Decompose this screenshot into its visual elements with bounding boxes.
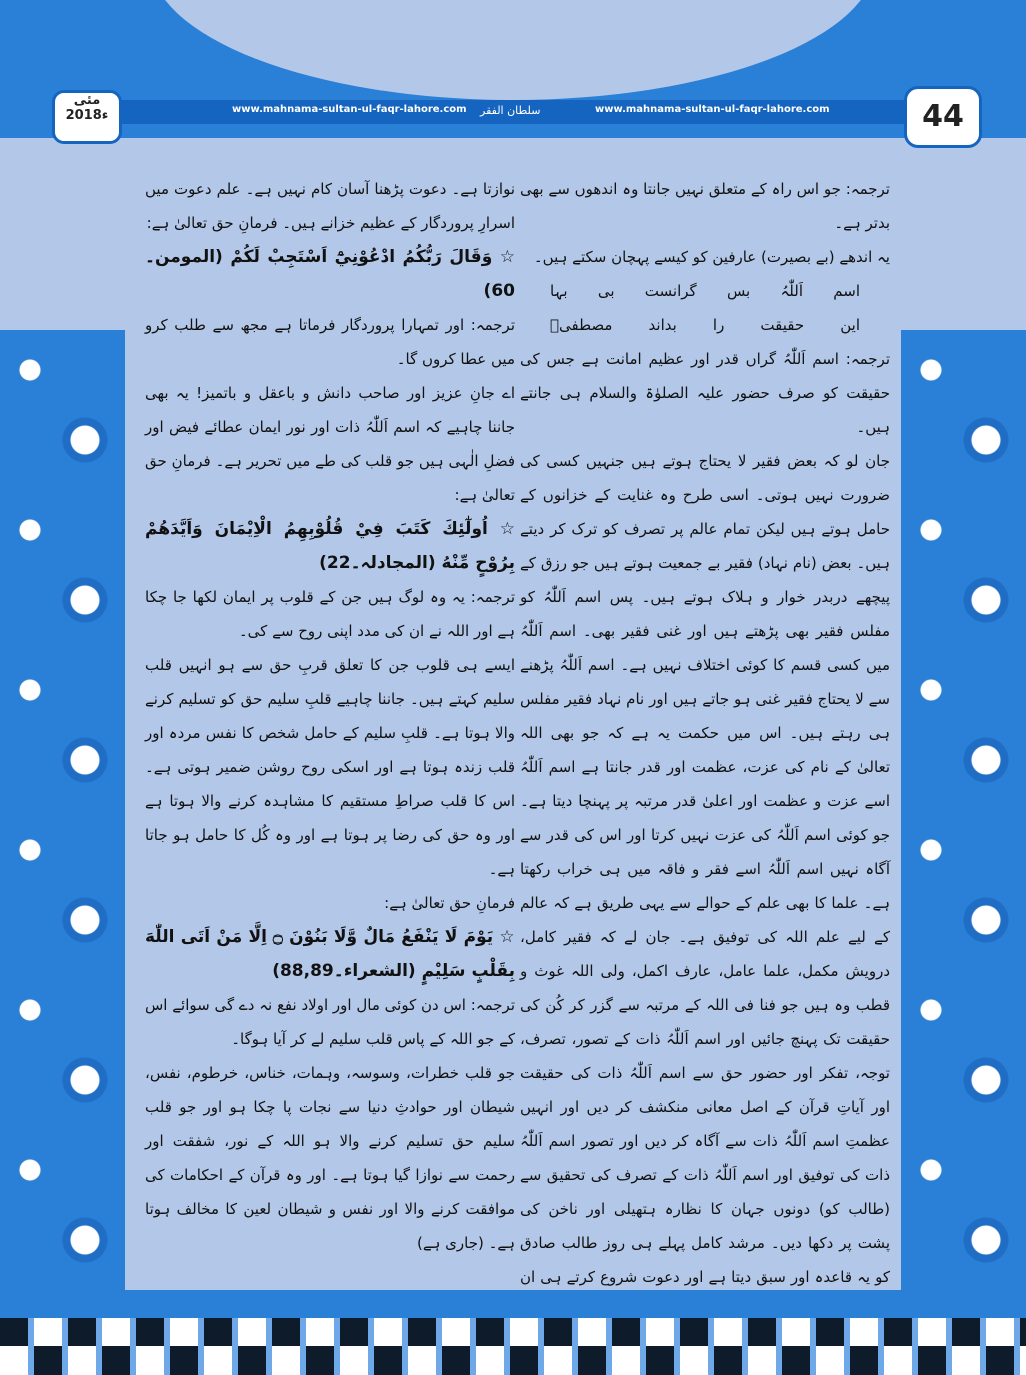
couplet-word: را: [712, 316, 725, 334]
couplet-word: این: [840, 316, 860, 334]
couplet-word: بی: [597, 282, 615, 300]
right-decorative-border: [901, 330, 1026, 1290]
paragraph: ترجمہ: اسم اَللّٰہُ گراں قدر اور عظیم امانت ہے جس کی حقیقت کو صرف حضور علیہ الصلوٰۃ والسلام ہی جانتے ہیں۔: [520, 350, 890, 436]
paragraph: جو قلب خطرات، وسوسہ، وہمات، خناس، خرطوم، نفس، شیطان اور حوادثِ دنیا سے نجات پا چکا ہو اور جو قلب سلیم حق تسلیم کرنے والا ہو اللہ کے نور، شفقت اور رحمت سے نوازا گیا ہوتا ہے۔ اور وہ قرآن کے احکامات کی موافقت کرنے والا اور نفس و شیطان لعین کا مخالف ہوتا ہے۔ (جاری ہے): [145, 1064, 515, 1252]
couplet-word: بداند: [648, 316, 677, 334]
website-url-left: www.mahnama-sultan-ul-faqr-lahore.com: [232, 104, 467, 115]
left-text-column: [145, 172, 515, 1260]
paragraph: ایسے ہی قلوب جن کا تعلق قربِ حق سے ہو انہیں قلب سلیم کہتے ہیں۔ جاننا چاہیے قلبِ سلیم حق کو تسلیم کرنے والا ہوتا ہے۔ قلبِ سلیم کے حامل شخص کا نفس مردہ اور قلب زندہ ہوتا ہے اور اسکی روح روشن ضمیر ہوتی ہے۔ اس کا قلب صراطِ مستقیم کا مشاہدہ کرنے والا ہوتا ہے اور وہ حق کی رضا پر ہوتا ہے اور وہ کُل کا حامل ہو جاتا ہے۔: [145, 656, 515, 878]
couplet-word: حقیقت: [760, 316, 805, 334]
couplet-word: مصطفیؐ: [550, 316, 613, 334]
couplet-word: اَللّٰہُ: [780, 282, 804, 300]
paragraph: یہ اندھے (بے بصیرت) عارفین کو کیسے پہچان سکتے ہیں۔: [533, 248, 890, 266]
quran-verse: ☆ وَقَالَ رَبُّكُمُ ادْعُوْنِيْٓ اَسْتَجِبْ لَكُمْ (المومن۔60): [145, 247, 515, 301]
paragraph: نوازتا ہے۔ دعوت پڑھنا آسان کام نہیں ہے۔ علم دعوت میں اسرارِ پروردگار کے عظیم خزانے ہیں۔ فرمانِ حق تعالیٰ ہے:: [145, 180, 515, 232]
issue-year: 2018ء: [65, 108, 109, 123]
paragraph: ترجمہ: اور تمہارا پروردگار فرماتا ہے مجھ سے طلب کرو میں عطا کروں گا۔: [145, 316, 515, 368]
persian-couplet-line: [520, 308, 890, 342]
paragraph: ترجمہ: اس دن کوئی مال اور اولاد نفع نہ دے گی سوائے اس کے جو اللہ کے پاس قلب سلیم لے کر آیا ہوگا۔: [145, 996, 515, 1048]
checkered-footer-row: [0, 1346, 1026, 1375]
paragraph: فرمانِ حق تعالیٰ ہے:: [384, 894, 515, 912]
issue-month: مئی: [73, 93, 101, 108]
couplet-word: بس: [726, 282, 751, 300]
paragraph: اے جانِ عزیز اور صاحب دانش و باعقل و باتمیز! یہ بھی جاننا چاہیے کہ اسم اَللّٰہُ ذات اور نور ایمان عطائے فیض اور فضلِ الٰہی ہیں جو قلب کی طے میں تحریر ہے۔ فرمانِ حق تعالیٰ ہے:: [145, 384, 515, 504]
quran-verse: ☆ اُولٰٓئِكَ كَتَبَ فِيْ قُلُوْبِهِمُ الْاِيْمَانَ وَاَيَّدَهُمْ بِرُوْحٍ مِّنْهُ (المجادلہ۔22): [145, 519, 515, 573]
paragraph: ترجمہ: جو اس راہ کے متعلق نہیں جانتا وہ اندھوں سے بھی بدتر ہے۔: [520, 180, 890, 232]
page-number: 44: [904, 86, 982, 148]
couplet-word: بہا: [550, 282, 568, 300]
right-text-column: [520, 172, 890, 1328]
website-url-right: www.mahnama-sultan-ul-faqr-lahore.com: [595, 104, 830, 115]
issue-date: [52, 90, 122, 144]
left-decorative-border: [0, 330, 125, 1290]
quran-verse: ☆ يَوْمَ لَا يَنْفَعُ مَالٌ وَّلَا بَنُوْنَ ۝ اِلَّا مَنْ اَتَى اللّٰهَ بِقَلْبٍ سَلِيْمٍ (الشعراء۔88,89): [145, 927, 515, 981]
couplet-word: اسم: [833, 282, 860, 300]
couplet-word: گرانست: [644, 282, 697, 300]
persian-couplet-line: [520, 274, 890, 308]
magazine-logo: سلطان الفقر: [480, 104, 541, 117]
paragraph: ترجمہ: یہ وہ لوگ ہیں جن کے قلوب پر ایمان لکھا جا چکا ہے اور اللہ نے ان کی مدد اپنی روح سے کی۔: [145, 588, 515, 640]
paragraph: جان لو کہ بعض فقیر لا یحتاج ہوتے ہیں جنہیں کسی کی ضرورت نہیں ہوتی۔ اسی طرح وہ غنایت کے خزانوں کے حامل ہوتے ہیں لیکن تمام عالم پر تصرف کو ترک کر دیتے ہیں۔ بعض (نام نہاد) فقیر بے جمعیت ہوتے ہیں جو رزق کے پیچھے دربدر خوار و ہلاک ہوتے ہیں۔ پس اسم اَللّٰہُ کو مفلس فقیر بھی پڑھتے ہیں اور غنی فقیر بھی۔ اسم اَللّٰہُ میں کسی قسم کا کوئی اختلاف نہیں ہے۔ اسم اَللّٰہُ پڑھنے سے لا یحتاج فقیر غنی ہو جاتے ہیں اور نام نہاد فقیر مفلس ہی رہتے ہیں۔ اس میں حکمت یہ ہے کہ جو بھی اللہ تعالیٰ کے نام کی عزت، عظمت اور قدر جانتا ہے اسم اَللّٰہُ اسے عزت و عظمت اور اعلیٰ قدر مرتبہ پر پہنچا دیتا ہے۔ جو کوئی اسم اَللّٰہُ کی عزت نہیں کرتا اور اس کی قدر سے آگاہ نہیں اسم اَللّٰہُ اسے فقر و فاقہ میں ہی خراب رکھتا ہے۔ علما کا بھی علم کے حوالے سے یہی طریق ہے کہ عالم کے لیے علم اللہ کی توفیق ہے۔ جان لے کہ فقیر کامل، درویش مکمل، علما عامل، عارف اکمل، ولی اللہ غوث و قطب وہ ہیں جو فنا فی اللہ کے مرتبہ سے گزر کر کُن کی حقیقت تک پہنچ جائیں اور اسم اَللّٰہُ ذات کے تصور، تصرف، توجہ، تفکر اور حضور حق سے اسم اَللّٰہُ ذات کی حقیقت اور آیاتِ قرآن کے اصل معانی منکشف کر دیں اور انہیں عظمتِ اسم اَللّٰہُ ذات سے آگاہ کر دیں اور تصور اسم اَللّٰہُ ذات کی توفیق اور اسم اَللّٰہُ ذات کے تصرف کی تحقیق سے (طالب کو) دونوں جہان کا نظارہ ہتھیلی اور ناخن کی پشت پر دکھا دیں۔ مرشد کامل پہلے ہی روز طالب صادق کو یہ قاعدہ اور سبق دیتا ہے اور دعوت شروع کرتے ہی ان: [520, 452, 890, 1286]
